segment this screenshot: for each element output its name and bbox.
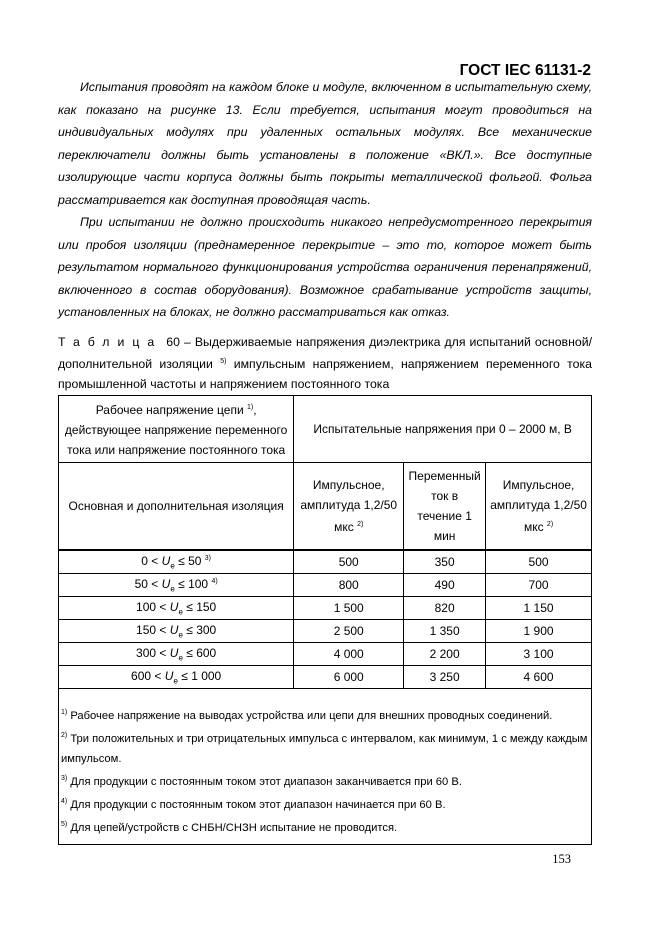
table-caption [58,332,592,394]
table-row [59,550,592,574]
range-cell: $50 < U_e \le 100$ $^{4)}$ [59,574,294,597]
table-row [59,597,592,620]
range-cell: $100 < U_e \le 150$ [59,597,294,620]
table-row [59,574,592,597]
table-footnotes [59,689,592,845]
value-cell: 490 [404,574,486,597]
value-cell: 6 000 [294,666,404,689]
table-caption-number: 60 [166,335,180,349]
footnote: $^{2)}$ Три положительных и три отрицательных импульса с интервалом, как минимум, 1 с между каждым импульсом. [61,732,588,765]
range-cell: $600 < U_e \le 1$ 000 [59,666,294,689]
footnote: $^{1)}$ Рабочее напряжение на выводах устройства или цепи для внешних проводных соединений. [61,709,553,722]
value-cell: 700 [486,574,592,597]
value-cell: 500 [486,550,592,574]
document-header: ГОСТ IEC 61131-2 [459,62,591,79]
dielectric-voltage-table [58,395,592,845]
footnote: $^{4)}$ Для продукции с постоянным током этот диапазон начинается при 60 В. [61,798,446,811]
header-working-voltage: Рабочее напряжение цепи $^{1)}$, действующее напряжение переменного тока или напряжение постоянного тока [59,396,294,463]
value-cell: 1 150 [486,597,592,620]
value-cell: 350 [404,550,486,574]
page-number: 153 [552,852,571,866]
header-insulation: Основная и дополнительная изоляция [59,463,294,551]
value-cell: 500 [294,550,404,574]
range-cell: $150 < U_e \le 300$ [59,620,294,643]
header-col-impulse-1: Импульсное, амплитуда 1,2/50 мкс $^{2)}$ [294,463,404,551]
header-test-voltages: Испытательные напряжения при 0 – 2000 м, В [294,396,592,463]
table-caption-text-2: импульсным напряжением, напряжением переменного тока промышленной частоты и напряжением постоянного тока [58,357,592,391]
range-cell: $300 < U_e \le 600$ [59,643,294,666]
header-col-ac: Переменный ток в течение 1 мин [404,463,486,551]
value-cell: 800 [294,574,404,597]
value-cell: 2 200 [404,643,486,666]
table-footnotes-row [59,689,592,845]
value-cell: 4 600 [486,666,592,689]
table-caption-word: Таблица [58,335,163,349]
table-caption-footnote-mark: 5) [220,358,227,365]
body-text [58,76,592,324]
value-cell: 3 100 [486,643,592,666]
value-cell: 1 350 [404,620,486,643]
table-caption-text-1: – Выдерживаемые напряжения диэлектрика для испытаний основной/дополнительной изоляции [58,335,593,371]
table-row [59,643,592,666]
table-row [59,620,592,643]
paragraph-2: При испытании не должно происходить никакого непредусмотренного перекрытия или пробоя изоляции (преднамеренное перекрытие – это то, которое может быть результатом нормального функционирования устройства ограничения перенапряжений, включенного в состав оборудования). Возможное срабатывание устройств защиты, установленных на блоках, не должно рассматриваться как отказ. [58,215,592,319]
table-row [59,666,592,689]
header-col-impulse-2: Импульсное, амплитуда 1,2/50 мкс $^{2)}$ [486,463,592,551]
footnote: $^{3)}$ Для продукции с постоянным током этот диапазон заканчивается при 60 В. [61,775,462,788]
footnote: $^{5)}$ Для цепей/устройств с СНБН/СНЗН испытание не проводится. [61,821,398,834]
table-header-row-2 [59,463,592,551]
value-cell: 1 500 [294,597,404,620]
paragraph-1: Испытания проводят на каждом блоке и модуле, включенном в испытательную схему, как показано на рисунке 13. Если требуется, испытания могут проводиться на индивидуальных модулях при удаленных остальных модулях. Все механические переключатели должны быть установлены в положение «ВКЛ.». Все доступные изолирующие части корпуса должны быть покрыты металлической фольгой. Фольга рассматривается как доступная проводящая часть. [58,80,592,207]
value-cell: 820 [404,597,486,620]
table-header-row-1 [59,396,592,463]
range-cell: $0 < U_e \le 50$ $^{3)}$ [59,550,294,574]
value-cell: 3 250 [404,666,486,689]
value-cell: 2 500 [294,620,404,643]
value-cell: 1 900 [486,620,592,643]
value-cell: 4 000 [294,643,404,666]
